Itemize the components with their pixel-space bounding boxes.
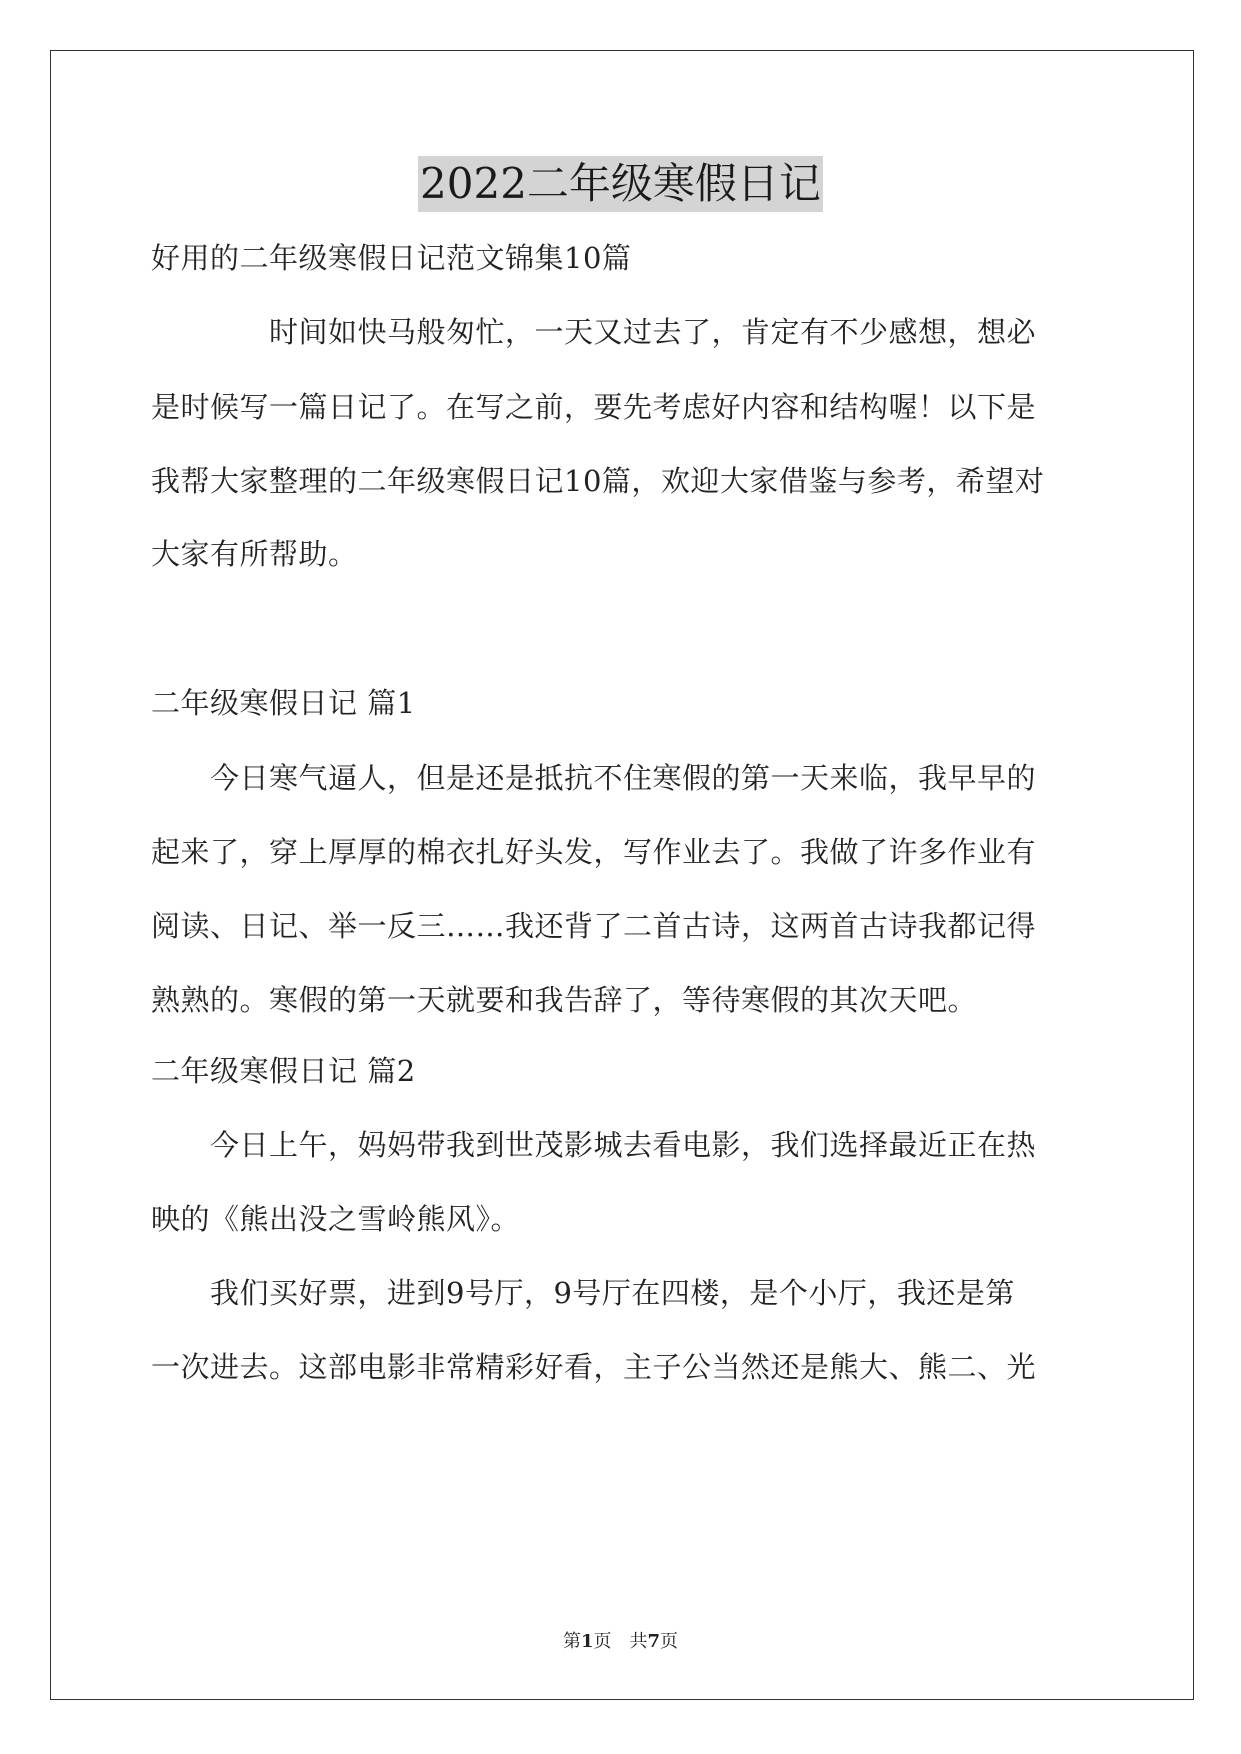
intro-line: 大家有所帮助。	[151, 537, 358, 571]
body-line: 我们买好票，进到9号厅，9号厅在四楼，是个小厅，我还是第	[151, 1276, 1015, 1310]
footer-prefix: 第	[562, 1631, 581, 1652]
body-line: 今日上午，妈妈带我到世茂影城去看电影，我们选择最近正在热	[151, 1128, 1037, 1162]
intro-line: 时间如快马般匆忙，一天又过去了，肯定有不少感想，想必	[151, 315, 1037, 349]
body-line: 阅读、日记、举一反三……我还背了二首古诗，这两首古诗我都记得	[151, 909, 1037, 943]
page-border	[50, 50, 1194, 1700]
subtitle: 好用的二年级寒假日记范文锦集10篇	[151, 241, 632, 275]
body-line: 熟熟的。寒假的第一天就要和我告辞了，等待寒假的其次天吧。	[151, 983, 978, 1017]
intro-line: 我帮大家整理的二年级寒假日记10篇，欢迎大家借鉴与参考，希望对	[151, 464, 1045, 498]
body-line: 起来了，穿上厚厚的棉衣扎好头发，写作业去了。我做了许多作业有	[151, 835, 1037, 869]
body-line: 映的《熊出没之雪岭熊风》。	[151, 1202, 521, 1236]
body-line: 今日寒气逼人，但是还是抵抗不住寒假的第一天来临，我早早的	[151, 761, 1037, 795]
section-heading: 二年级寒假日记 篇2	[151, 1054, 416, 1088]
footer-suffix: 页	[660, 1631, 679, 1652]
total-page-number: 7	[647, 1631, 661, 1652]
section-heading: 二年级寒假日记 篇1	[151, 686, 416, 720]
page-footer	[0, 1627, 1241, 1653]
document-title: 2022二年级寒假日记	[418, 156, 823, 212]
current-page-number: 1	[580, 1631, 594, 1652]
footer-middle: 页 共	[593, 1631, 648, 1652]
body-line: 一次进去。这部电影非常精彩好看，主子公当然还是熊大、熊二、光	[151, 1350, 1037, 1384]
title-container	[0, 156, 1241, 212]
intro-line: 是时候写一篇日记了。在写之前，要先考虑好内容和结构喔！以下是	[151, 390, 1037, 424]
